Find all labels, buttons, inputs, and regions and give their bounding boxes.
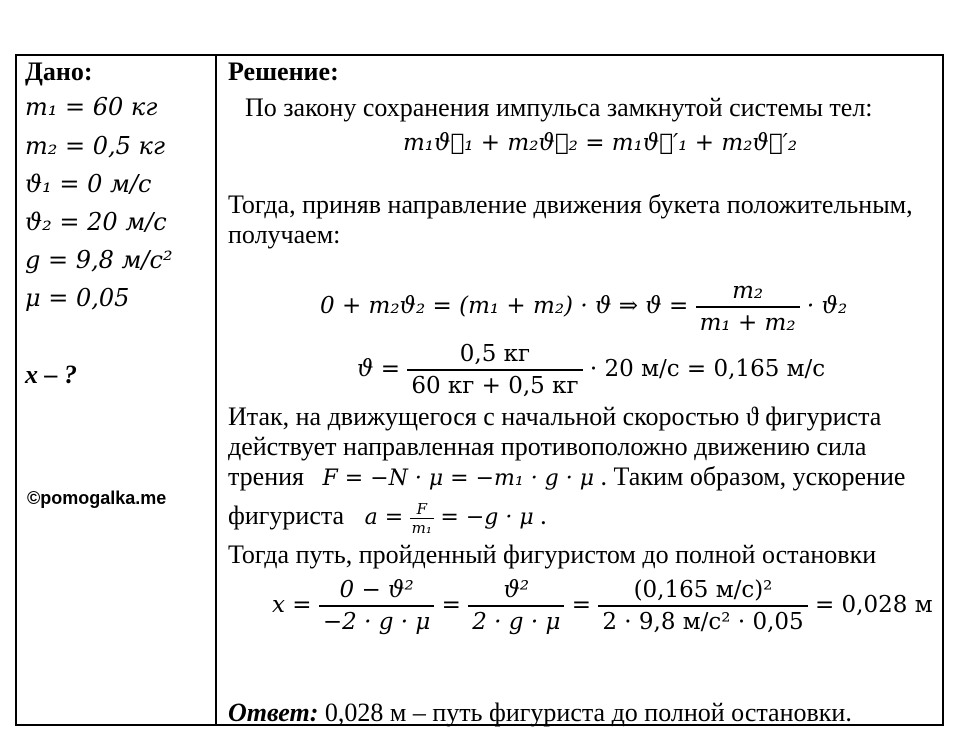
friction-line-2: действует направленная противоположно движению сила	[228, 432, 867, 461]
acceleration-line	[228, 494, 547, 540]
path-fraction-1	[319, 575, 434, 637]
path-eq-1: =	[441, 592, 461, 618]
calc-v-lhs: ϑ =	[357, 356, 401, 382]
given-m2: m₂ = 0,5 кг	[25, 132, 166, 160]
path-f1-den: −2 · g · μ	[322, 609, 431, 635]
given-mu: μ = 0,05	[25, 284, 130, 312]
given-header: Дано:	[25, 57, 93, 86]
given-m1: m₁ = 60 кг	[25, 93, 158, 121]
path-f1-num: 0 − ϑ²	[319, 575, 434, 607]
path-equation	[272, 573, 933, 637]
path-fraction-3	[598, 575, 807, 637]
calc-v-fraction	[407, 339, 582, 401]
velocity-eq-tail: · ϑ₂	[806, 293, 848, 319]
accel-word: фигуриста	[228, 501, 345, 530]
velocity-calculation	[357, 338, 825, 401]
calc-v-den: 60 кг + 0,5 кг	[411, 373, 579, 399]
path-f3-den: 2 · 9,8 м/с² · 0,05	[602, 609, 804, 635]
path-lhs: x =	[272, 592, 312, 618]
intro-text: По закону сохранения импульса замкнутой системы тел:	[245, 93, 873, 122]
watermark: ©pomogalka.me	[27, 488, 167, 508]
path-result: = 0,028 м	[814, 592, 933, 618]
momentum-equation: m₁ϑ⃗₁ + m₂ϑ⃗₂ = m₁ϑ⃗′₁ + m₂ϑ⃗′₂	[403, 130, 798, 156]
answer-label: Ответ:	[228, 698, 319, 727]
calc-v-num: 0,5 кг	[407, 339, 582, 371]
calc-v-tail: · 20 м/с = 0,165 м/с	[589, 356, 826, 382]
accel-fraction	[410, 500, 434, 537]
friction-line-3	[228, 462, 905, 494]
friction-word: трения	[228, 462, 305, 491]
accel-tail: = −g · μ	[440, 505, 534, 530]
given-g: g = 9,8 м/с²	[25, 246, 173, 274]
friction-line-1: Итак, на движущегося с начальной скоростью ϑ фигуриста	[228, 402, 882, 431]
given-v2: ϑ₂ = 20 м/с	[25, 208, 167, 236]
velocity-fraction-den: m₁ + m₂	[699, 310, 796, 336]
given-v1: ϑ₁ = 0 м/с	[25, 170, 152, 198]
column-divider	[215, 54, 217, 726]
path-eq-2: =	[571, 592, 591, 618]
velocity-fraction	[696, 276, 800, 338]
answer-text: 0,028 м – путь фигуриста до полной остановки.	[318, 698, 852, 727]
velocity-eq-lhs: 0 + m₂ϑ₂ = (m₁ + m₂) · ϑ ⇒ ϑ =	[320, 293, 689, 319]
path-f2-den: 2 · g · μ	[472, 609, 561, 635]
accel-num: F	[410, 500, 434, 519]
accel-den: m₁	[411, 518, 432, 537]
friction-tail: . Таким образом, ускорение	[600, 462, 906, 491]
velocity-fraction-num: m₂	[696, 276, 800, 308]
given-find: x – ?	[25, 360, 77, 389]
path-f3-num: (0,165 м/с)²	[598, 575, 807, 607]
path-f2-num: ϑ²	[468, 575, 564, 607]
then-line-1: Тогда, приняв направление движения букета положительным,	[228, 190, 913, 219]
accel-lhs: a =	[364, 505, 404, 530]
accel-end: .	[540, 501, 547, 530]
path-line: Тогда путь, пройденный фигуристом до полной остановки	[228, 540, 877, 569]
solution-header: Решение:	[228, 57, 339, 86]
then-line-2: получаем:	[228, 220, 341, 249]
friction-formula: F = −N · μ = −m₁ · g · μ	[322, 466, 595, 491]
path-fraction-2	[468, 575, 564, 637]
answer-line	[228, 698, 852, 728]
velocity-equation	[320, 275, 847, 338]
